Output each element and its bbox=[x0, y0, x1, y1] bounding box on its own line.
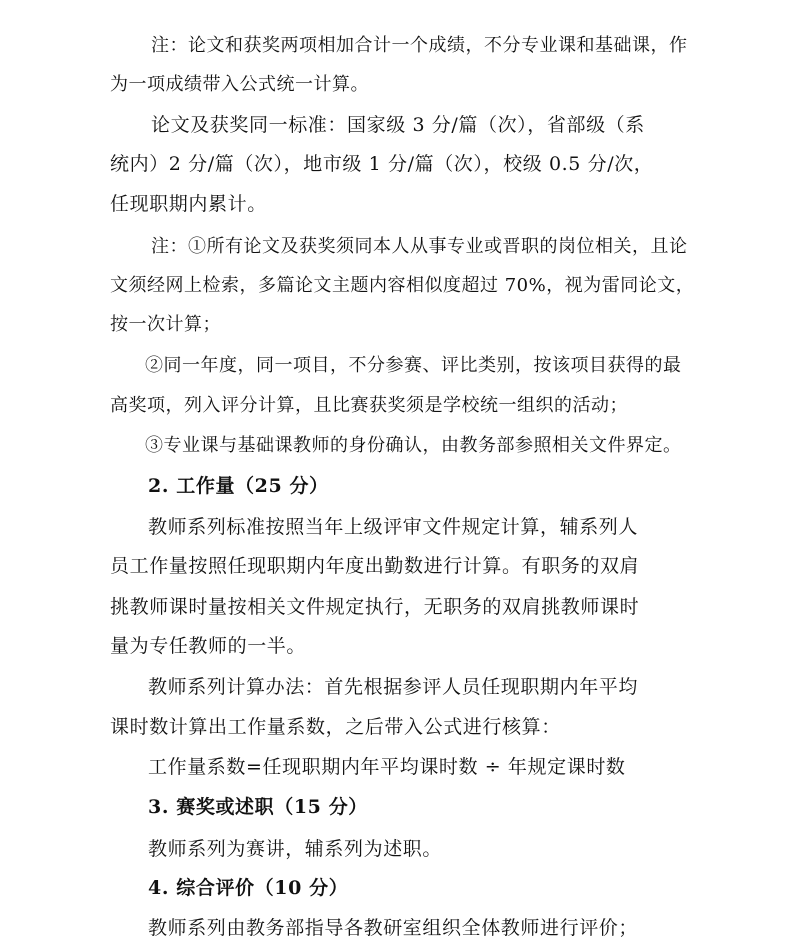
section-3-heading: 3. 赛奖或述职（15 分） bbox=[148, 796, 368, 818]
calc-method-line-2: 课时数计算出工作量系数，之后带入公式进行核算： bbox=[110, 716, 561, 738]
note-paper-award-line-1: 注：论文和获奖两项相加合计一个成绩，不分专业课和基础课，作 bbox=[151, 35, 688, 56]
standard-line-3: 任现职期内累计。 bbox=[110, 193, 267, 215]
standard-line-2: 统内）2 分/篇（次），地市级 1 分/篇（次），校级 0.5 分/次， bbox=[110, 153, 654, 175]
evaluation-line: 教师系列由教务部指导各教研室组织全体教师进行评价； bbox=[148, 917, 639, 939]
workload-para-line-4: 量为专任教师的一半。 bbox=[110, 635, 307, 657]
note-2-line-2: 高奖项，列入评分计算，且比赛获奖须是学校统一组织的活动； bbox=[110, 395, 628, 416]
section-2-heading: 2. 工作量（25 分） bbox=[148, 475, 329, 497]
note-1-line-1: 注：①所有论文及获奖须同本人从事专业或晋职的岗位相关，且论 bbox=[151, 236, 688, 257]
note-3-line: ③专业课与基础课教师的身份确认，由教务部参照相关文件界定。 bbox=[145, 435, 682, 456]
workload-formula: 工作量系数=任现职期内年平均课时数 ÷ 年规定课时数 bbox=[148, 756, 626, 778]
note-1-line-2: 文须经网上检索，多篇论文主题内容相似度超过 70%，视为雷同论文， bbox=[110, 275, 695, 296]
calc-method-line-1: 教师系列计算办法：首先根据参评人员任现职期内年平均 bbox=[148, 676, 639, 698]
workload-para-line-1: 教师系列标准按照当年上级评审文件规定计算，辅系列人 bbox=[148, 516, 639, 538]
standard-line-1: 论文及获奖同一标准：国家级 3 分/篇（次），省部级（系 bbox=[151, 114, 645, 136]
section-4-heading: 4. 综合评价（10 分） bbox=[148, 877, 349, 899]
note-paper-award-line-2: 为一项成绩带入公式统一计算。 bbox=[110, 74, 369, 95]
note-1-line-3: 按一次计算； bbox=[110, 314, 221, 335]
workload-para-line-3: 挑教师课时量按相关文件规定执行，无职务的双肩挑教师课时 bbox=[110, 596, 640, 618]
note-2-line-1: ②同一年度，同一项目，不分参赛、评比类别，按该项目获得的最 bbox=[145, 355, 682, 376]
award-report-line: 教师系列为赛讲，辅系列为述职。 bbox=[148, 838, 443, 860]
workload-para-line-2: 员工作量按照任现职期内年度出勤数进行计算。有职务的双肩 bbox=[110, 555, 640, 577]
